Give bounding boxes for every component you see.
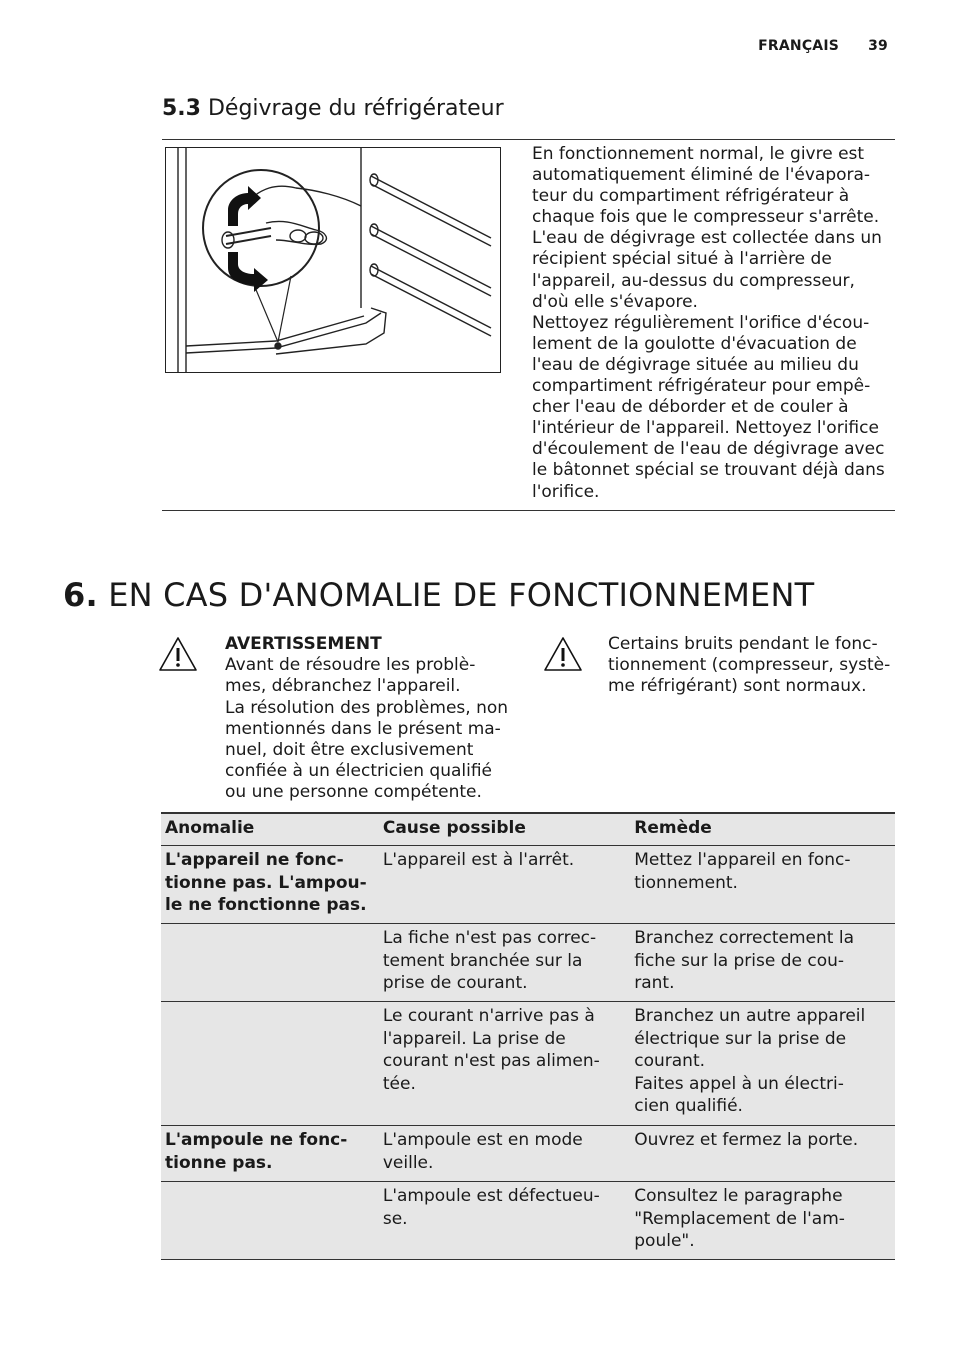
cell-line: La fiche n'est pas correc- [382, 928, 597, 948]
remedy-cell [630, 1126, 895, 1182]
cell-line: L'ampoule est en mode [382, 1130, 583, 1150]
warning-line: ou une personne compétente. [225, 782, 482, 803]
cause-cell [379, 846, 630, 924]
remedy-cell [630, 1182, 895, 1260]
cell-line: courant n'est pas alimen- [382, 1051, 600, 1071]
table-row [161, 1182, 895, 1260]
defrost-paragraph-1: En fonctionnement normal, le givre est automatiquement éliminé de l'évapora-teur du compartiment réfrigérateur à chaque fois que le compresseur s'arrête. L'eau de dégivrage est collectée dans un récipient spécial situé à l'arrière de l'appareil, au-dessus du compresseur, d'où elle s'évapore. [532, 144, 882, 312]
header-language: FRANÇAIS [758, 38, 840, 54]
warning-triangle-icon [158, 636, 198, 672]
warning-line: mes, débranchez l'appareil. [225, 676, 461, 697]
header-cause: Cause possible [379, 813, 630, 846]
cell-line: électrique sur la prise de [634, 1028, 847, 1049]
cell-line: L'ampoule est défectueu- [382, 1186, 600, 1206]
warning-line: nuel, doit être exclusivement [225, 740, 474, 761]
cell-line: tionne pas. [165, 1152, 273, 1173]
page-number: 39 [868, 38, 888, 54]
warning-block [225, 634, 517, 804]
noise-note [608, 634, 898, 698]
warning-line: Avant de résoudre les problè- [225, 655, 476, 676]
cell-line: Branchez un autre appareil [634, 1006, 866, 1026]
cell-line: L'appareil est à l'arrêt. [382, 850, 575, 870]
defrost-paragraph-2: Nettoyez régulièrement l'orifice d'écou-lement de la goulotte d'évacuation de l'eau de dégivrage située au milieu du compartiment réfrigérateur pour empê-cher l'eau de déborder et de couler à l'intérieur de l'appareil. Nettoyez l'orifice d'écoulement de l'eau de dégivrage avec le bâtonnet spécial se trouvant déjà dans l'orifice. [532, 312, 885, 502]
remedy-cell [630, 1002, 895, 1126]
defrost-drain-drawing [166, 148, 500, 372]
cell-line: le ne fonctionne pas. [165, 895, 367, 915]
cell-line: L'ampoule ne fonc- [165, 1130, 348, 1150]
table-row [161, 1002, 895, 1126]
table-header-row [161, 813, 895, 846]
cell-line: L'appareil ne fonc- [165, 850, 344, 870]
table-row [161, 846, 895, 924]
chapter-number: 6. [63, 576, 98, 614]
anomaly-cell [161, 1002, 379, 1126]
cell-line: tement branchée sur la [382, 950, 583, 971]
cell-line: se. [382, 1208, 408, 1229]
cell-line: "Remplacement de l'am- [634, 1208, 845, 1229]
header-remedy: Remède [630, 813, 895, 846]
page-header [758, 38, 888, 54]
cell-line: Faites appel à un électri- [634, 1073, 844, 1094]
cell-line: tée. [382, 1073, 416, 1094]
warning-title: AVERTISSEMENT [225, 634, 382, 654]
section-bottom-rule [162, 510, 895, 511]
caution-triangle-icon [543, 636, 583, 672]
cell-line: rant. [634, 973, 675, 993]
cause-cell [379, 1126, 630, 1182]
warning-line: mentionnés dans le présent ma- [225, 718, 501, 739]
section-title-text: Dégivrage du réfrigérateur [207, 96, 504, 121]
anomaly-cell [161, 1126, 379, 1182]
remedy-cell [630, 846, 895, 924]
cell-line: prise de courant. [382, 973, 528, 993]
note-line: me réfrigérant) sont normaux. [608, 676, 867, 697]
defrost-illustration [165, 147, 501, 373]
cell-line: Le courant n'arrive pas à [382, 1006, 595, 1026]
cell-line: Mettez l'appareil en fonc- [634, 850, 851, 870]
cell-line: Ouvrez et fermez la porte. [634, 1130, 859, 1150]
cell-line: veille. [382, 1152, 434, 1173]
table-row [161, 1126, 895, 1182]
anomaly-cell [161, 1182, 379, 1260]
anomaly-cell [161, 846, 379, 924]
cell-line: poule". [634, 1231, 695, 1251]
chapter-title-text: EN CAS D'ANOMALIE DE FONCTIONNEMENT [108, 576, 815, 614]
cell-line: Consultez le paragraphe [634, 1186, 843, 1206]
cell-line: Branchez correctement la [634, 928, 854, 948]
note-line: Certains bruits pendant le fonc- [608, 634, 878, 654]
cell-line: courant. [634, 1051, 706, 1071]
cell-line: tionne pas. L'ampou- [165, 872, 367, 893]
anomaly-cell [161, 924, 379, 1002]
section-title [162, 96, 504, 121]
note-line: tionnement (compresseur, systè- [608, 655, 891, 676]
warning-line: La résolution des problèmes, non [225, 697, 509, 718]
cell-line: fiche sur la prise de cou- [634, 950, 845, 971]
cell-line: l'appareil. La prise de [382, 1028, 566, 1049]
troubleshooting-table [161, 812, 895, 1260]
section-top-rule [162, 139, 895, 140]
cause-cell [379, 924, 630, 1002]
defrost-description [532, 144, 892, 503]
cell-line: tionnement. [634, 872, 738, 893]
chapter-title [63, 576, 814, 614]
cause-cell [379, 1002, 630, 1126]
section-number: 5.3 [162, 96, 201, 121]
warning-line: confiée à un électricien qualifié [225, 761, 492, 782]
cell-line: cien qualifié. [634, 1096, 743, 1116]
remedy-cell [630, 924, 895, 1002]
cause-cell [379, 1182, 630, 1260]
header-anomaly: Anomalie [161, 813, 379, 846]
table-row [161, 924, 895, 1002]
